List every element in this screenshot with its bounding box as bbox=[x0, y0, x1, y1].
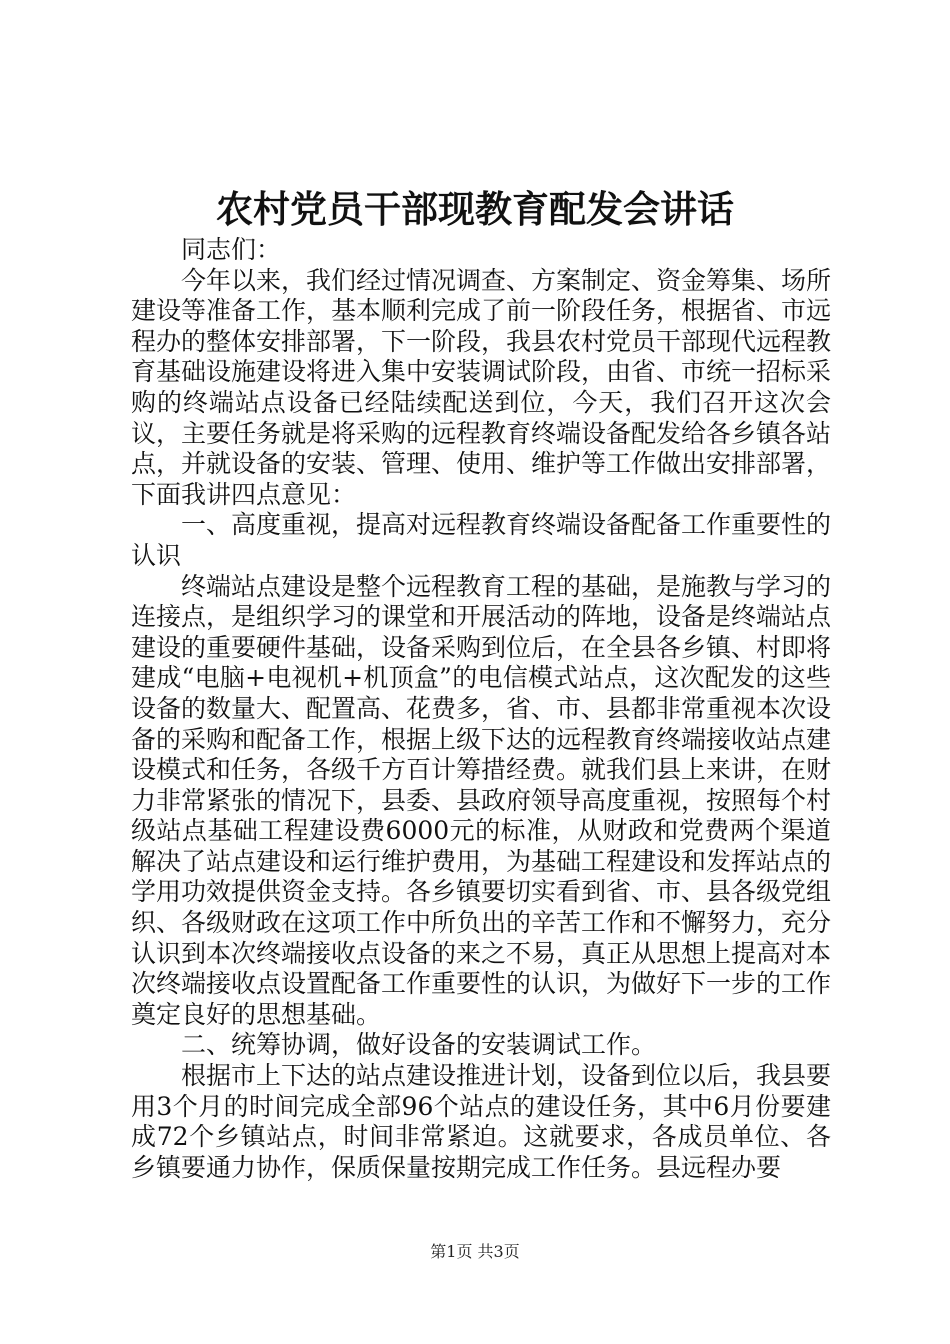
paragraph-intro: 今年以来，我们经过情况调查、方案制定、资金筹集、场所建设等准备工作，基本顺利完成了前一阶段任务，根据省、市远程办的整体安排部署，下一阶段，我县农村党员干部现代远程教育基础设施建设将进入集中安装调试阶段，由省、市统一招标采购的终端站点设备已经陆续配送到位，今天，我们召开这次会议，主要任务就是将采购的远程教育终端设备配发给各乡镇各站点，并就设备的安装、管理、使用、维护等工作做出安排部署，下面我讲四点意见： bbox=[131, 265, 832, 509]
paragraph-section-1: 终端站点建设是整个远程教育工程的基础，是施教与学习的连接点，是组织学习的课堂和开展活动的阵地，设备是终端站点建设的重要硬件基础，设备采购到位后，在全县各乡镇、村即将建成“电脑+电视机+机顶盒”的电信模式站点，这次配发的这些设备的数量大、配置高、花费多，省、市、县都非常重视本次设备的采购和配备工作，根据上级下达的远程教育终端接收站点建设模式和任务，各级千方百计筹措经费。就我们县上来讲，在财力非常紧张的情况下，县委、县政府领导高度重视，按照每个村级站点基础工程建设费6000元的标准，从财政和党费两个渠道解决了站点建设和运行维护费用，为基础工程建设和发挥站点的学用功效提供资金支持。各乡镇要切实看到省、市、县各级党组织、各级财政在这项工作中所负出的辛苦工作和不懈努力，充分认识到本次终端接收点设备的来之不易，真正从思想上提高对本次终端接收点设置配备工作重要性的认识，为做好下一步的工作奠定良好的思想基础。 bbox=[131, 571, 832, 1029]
page-footer: 第1页 共3页 bbox=[430, 1242, 520, 1261]
salutation: 同志们： bbox=[181, 235, 282, 264]
document-body bbox=[131, 235, 831, 1183]
section-heading-1: 一、高度重视，提高对远程教育终端设备配备工作重要性的认识 bbox=[131, 510, 832, 570]
paragraph-section-2: 根据市上下达的站点建设推进计划，设备到位以后，我县要用3个月的时间完成全部96个站点的建设任务，其中6月份要建成72个乡镇站点，时间非常紧迫。这就要求，各成员单位、各乡镇要通力协作，保质保量按期完成工作任务。县远程办要 bbox=[131, 1061, 832, 1182]
section-heading-2: 二、统筹协调，做好设备的安装调试工作。 bbox=[181, 1030, 657, 1060]
document-title: 农村党员干部现教育配发会讲话 bbox=[216, 187, 734, 231]
